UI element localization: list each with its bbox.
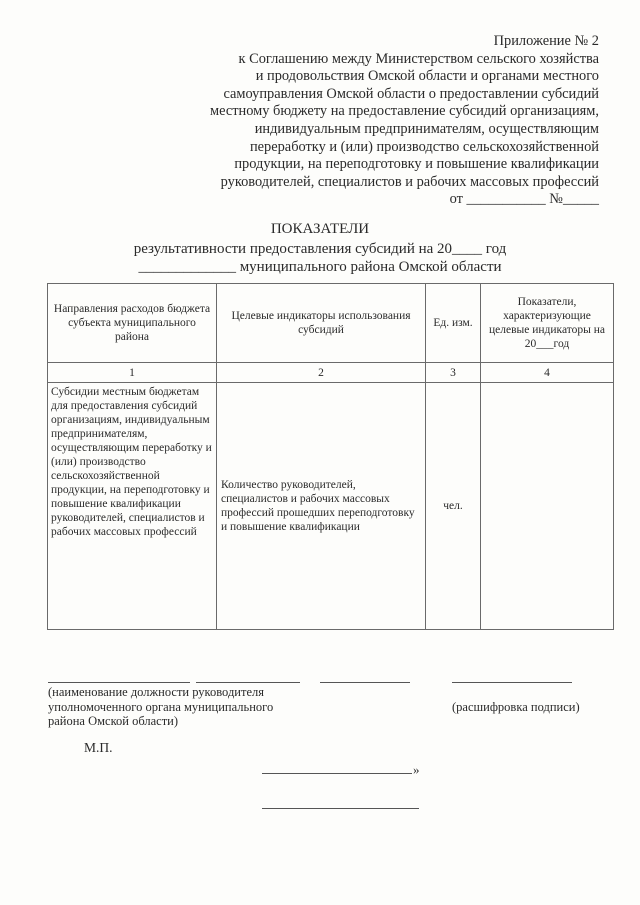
date-line — [262, 773, 412, 774]
header-cell: Направления расходов бюджета субъекта муниципального района — [48, 284, 217, 363]
appendix-line: от ___________ №_____ — [449, 191, 599, 208]
appendix-line: к Соглашению между Министерством сельского хозяйства — [238, 50, 599, 67]
indicators-table — [47, 283, 614, 630]
position-signature-line-2 — [196, 682, 300, 683]
appendix-line: переработку и (или) производство сельскохозяйственной — [249, 138, 599, 155]
stamp-place-label: М.П. — [84, 740, 113, 755]
column-number: 4 — [481, 363, 614, 383]
column-number: 3 — [426, 363, 481, 383]
direction-cell: Субсидии местным бюджетам для предоставления субсидий организациям, индивидуальным предпринимателям, осуществляющим переработку и (или) производство сельскохозяйственной продукции, на переподготовку и повышение квалификации руководителей, специалистов и рабочих массовых профессий — [48, 383, 217, 630]
document-title: ПОКАЗАТЕЛИ — [270, 221, 370, 237]
position-signature-line — [48, 682, 190, 683]
date-quote: » — [413, 762, 420, 777]
appendix-line: самоуправления Омской области о предоставлении субсидий — [223, 85, 599, 102]
appendix-line: продукции, на переподготовку и повышение квалификации — [234, 156, 599, 173]
column-number: 2 — [217, 363, 426, 383]
signature-line — [320, 682, 410, 683]
document-subtitle-district: _____________ муниципального района Омской области — [138, 259, 502, 275]
appendix-line: Приложение № 2 — [493, 33, 599, 49]
column-number-row — [48, 363, 614, 383]
header-cell: Ед. изм. — [426, 284, 481, 363]
appendix-line: индивидуальным предпринимателям, осуществляющим — [254, 120, 599, 137]
appendix-line: местному бюджету на предоставление субсидий организациям, — [209, 103, 599, 120]
header-cell: Показатели, характеризующие целевые индикаторы на 20___год — [481, 284, 614, 363]
unit-cell: чел. — [426, 383, 481, 630]
table-row — [48, 383, 614, 630]
indicator-cell: Количество руководителей, специалистов и рабочих массовых профессий прошедших переподготовку и повышение квалификации — [217, 383, 426, 630]
column-number: 1 — [48, 363, 217, 383]
appendix-header — [119, 33, 599, 209]
value-cell — [481, 383, 614, 630]
position-caption: (наименование должности руководителя уполномоченного органа муниципального района Омской области) — [48, 685, 274, 728]
header-cell: Целевые индикаторы использования субсидий — [217, 284, 426, 363]
decoding-caption: (расшифровка подписи) — [452, 700, 580, 714]
bottom-line — [262, 808, 419, 809]
document-subtitle: результативности предоставления субсидий на 20____ год — [133, 241, 507, 257]
appendix-line: руководителей, специалистов и рабочих массовых профессий — [220, 173, 599, 190]
decoding-signature-line — [452, 682, 572, 683]
table-header-row — [48, 284, 614, 363]
appendix-line: и продовольствия Омской области и органами местного — [255, 68, 599, 85]
